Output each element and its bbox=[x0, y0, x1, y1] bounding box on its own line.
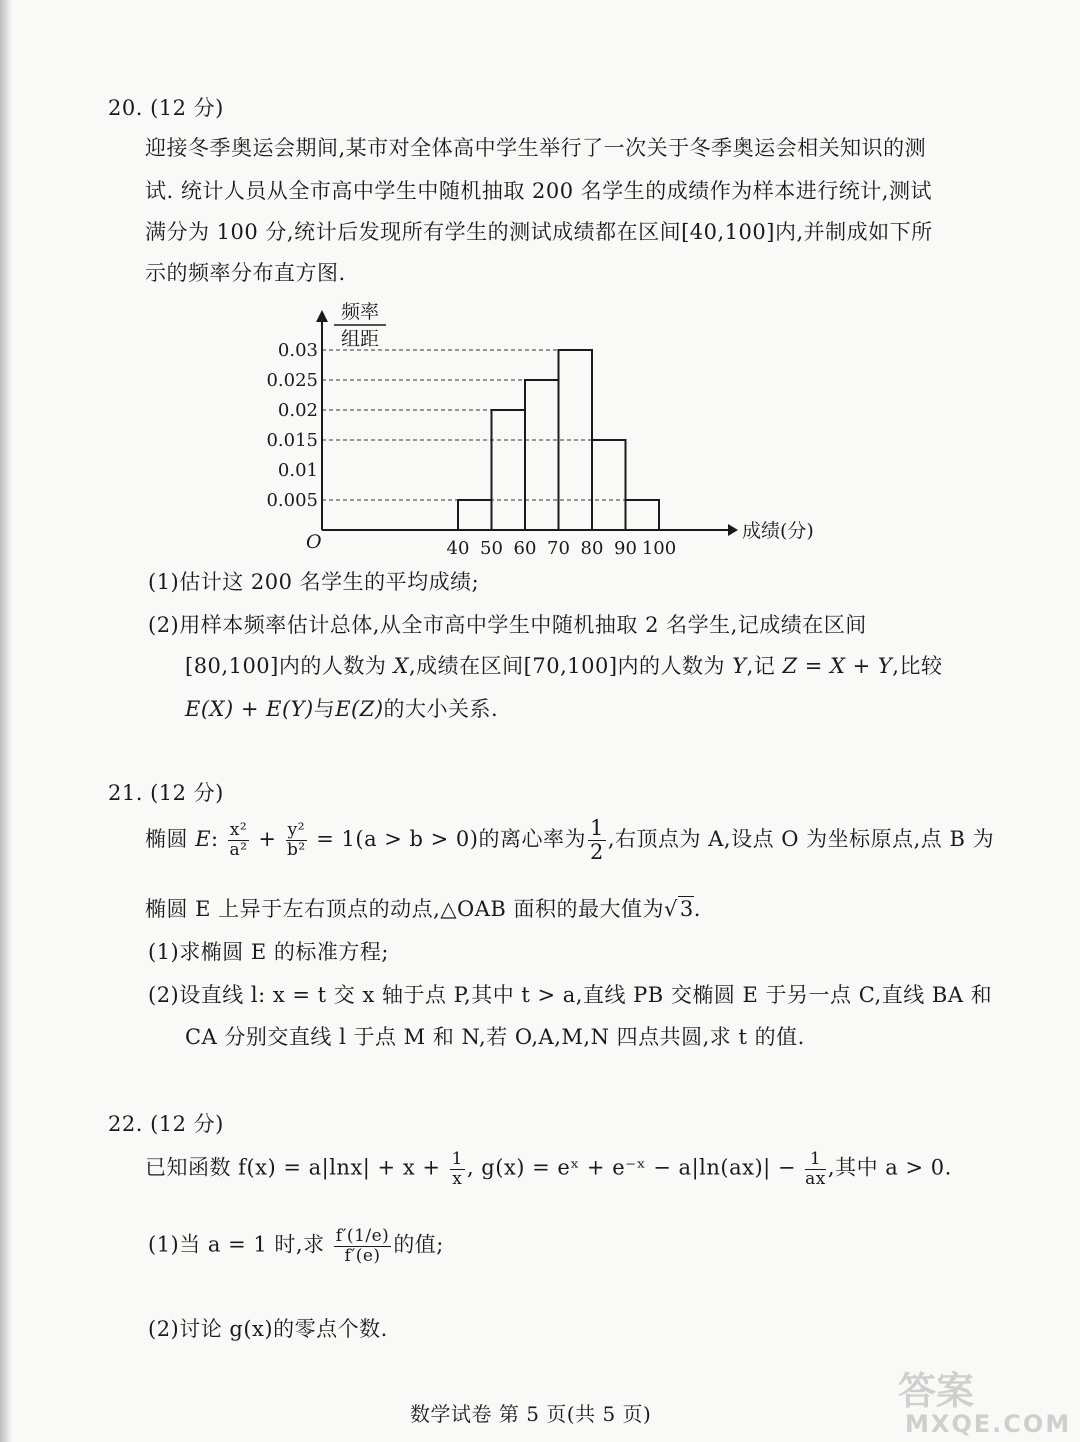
y-axis-label-top: 频率 bbox=[340, 301, 380, 323]
q22-subquestion-1: (1)当 a = 1 时,求 $\frac{f'(1/e)}{f'(e)}$ 的值; bbox=[148, 1226, 444, 1266]
y-tick-label: 0.01 bbox=[277, 460, 318, 481]
q20-subquestion-2-line2: [80,100]内的人数为 X,成绩在区间[70,100]内的人数为 Y,记 Z = X + Y,比较 bbox=[185, 654, 943, 678]
frequency-histogram bbox=[250, 298, 840, 560]
q21-paragraph-line2: 椭圆 E 上异于左右顶点的动点,△OAB 面积的最大值为√3. bbox=[145, 897, 701, 921]
fraction-y2-b2: $\frac{\text{y²}}{\text{b²}}$ bbox=[287, 820, 306, 861]
y-tick-label: 0.025 bbox=[266, 370, 318, 391]
y-tick-label: 0.03 bbox=[277, 340, 318, 361]
y-axis-label-bottom: 组距 bbox=[340, 328, 380, 350]
q20-subquestion-2-line1: (2)用样本频率估计总体,从全市高中学生中随机抽取 2 名学生,记成绩在区间 bbox=[148, 613, 867, 637]
y-axis-arrow bbox=[316, 310, 328, 322]
x-axis-label: 成绩(分) bbox=[742, 520, 814, 542]
q22-header: 22. (12 分) bbox=[108, 1112, 224, 1136]
q22-subquestion-2: (2)讨论 g(x)的零点个数. bbox=[148, 1317, 388, 1341]
q20-paragraph-line3: 满分为 100 分,统计后发现所有学生的测试成绩都在区间[40,100]内,并制成如下所 bbox=[145, 220, 933, 244]
q21-subquestion-2-line2: CA 分别交直线 l 于点 M 和 N,若 O,A,M,N 四点共圆,求 t 的值. bbox=[185, 1025, 805, 1049]
q20-subquestion-1: (1)估计这 200 名学生的平均成绩; bbox=[148, 570, 480, 594]
histogram-bar bbox=[592, 440, 626, 530]
x-tick-label: 70 bbox=[547, 538, 570, 559]
q21-header: 21. (12 分) bbox=[108, 781, 224, 805]
fraction-derivative-ratio: $\frac{f'(1/e)}{f'(e)}$ bbox=[335, 1226, 390, 1266]
histogram-bar bbox=[492, 410, 526, 530]
q20-paragraph-line2: 试. 统计人员从全市高中学生中随机抽取 200 名学生的成绩作为样本进行统计,测试 bbox=[145, 179, 932, 203]
scan-edge-shadow bbox=[0, 0, 12, 1442]
x-tick-label: 90 bbox=[614, 538, 637, 559]
x-tick-label: 60 bbox=[513, 538, 537, 559]
x-tick-label: 80 bbox=[580, 538, 604, 559]
q20-header: 20. (12 分) bbox=[108, 96, 224, 120]
fraction-one-half: $\frac{1}{2}$ bbox=[590, 816, 604, 865]
q21-paragraph-line1: 椭圆 E: $\frac{\text{x²}}{\text{a²}}$ + $\frac{\text{y²}}{\text{b²}}$ = 1(a > b > 0)的离心率为 $\frac{1}{2}$ ,右顶点为 A,设点 O 为坐标原点,点 B 为 bbox=[145, 816, 995, 865]
histogram-bar bbox=[626, 500, 660, 530]
q20-paragraph-line4: 示的频率分布直方图. bbox=[145, 261, 346, 285]
watermark-logo-text: 答案 bbox=[898, 1369, 975, 1413]
page-footer: 数学试卷 第 5 页(共 5 页) bbox=[410, 1402, 652, 1426]
fraction-1-over-ax: $\frac{1}{ax}$ bbox=[805, 1149, 826, 1189]
histogram-bar bbox=[525, 380, 559, 530]
x-tick-label: 50 bbox=[480, 538, 503, 559]
histogram-bar bbox=[458, 500, 492, 530]
x-axis-arrow bbox=[728, 524, 738, 536]
q22-paragraph-line1: 已知函数 f(x) = a|lnx| + x + $\frac{1}{x}$ , g(x) = eˣ + e⁻ˣ − a|ln(ax)| − $\frac{1}{ax}$ ,其中 a > 0. bbox=[145, 1149, 952, 1189]
x-tick-label: 100 bbox=[641, 538, 677, 559]
origin-label: O bbox=[306, 531, 322, 553]
fraction-x2-a2: $\frac{\text{x²}}{\text{a²}}$ bbox=[229, 820, 248, 861]
q21-subquestion-2-line1: (2)设直线 l: x = t 交 x 轴于点 P,其中 t > a,直线 PB 交椭圆 E 于另一点 C,直线 BA 和 bbox=[148, 983, 993, 1007]
y-tick-label: 0.005 bbox=[266, 490, 318, 511]
x-tick-label: 40 bbox=[446, 538, 470, 559]
q21-subquestion-1: (1)求椭圆 E 的标准方程; bbox=[148, 940, 390, 964]
y-tick-label: 0.015 bbox=[266, 430, 318, 451]
q20-subquestion-2-line3: E(X) + E(Y)与E(Z)的大小关系. bbox=[185, 697, 499, 721]
y-tick-label: 0.02 bbox=[277, 400, 318, 421]
q20-paragraph-line1: 迎接冬季奥运会期间,某市对全体高中学生举行了一次关于冬季奥运会相关知识的测 bbox=[145, 136, 927, 160]
watermark-site-text: MXQE.COM bbox=[905, 1410, 1072, 1438]
fraction-1-over-x: $\frac{1}{x}$ bbox=[451, 1149, 463, 1189]
